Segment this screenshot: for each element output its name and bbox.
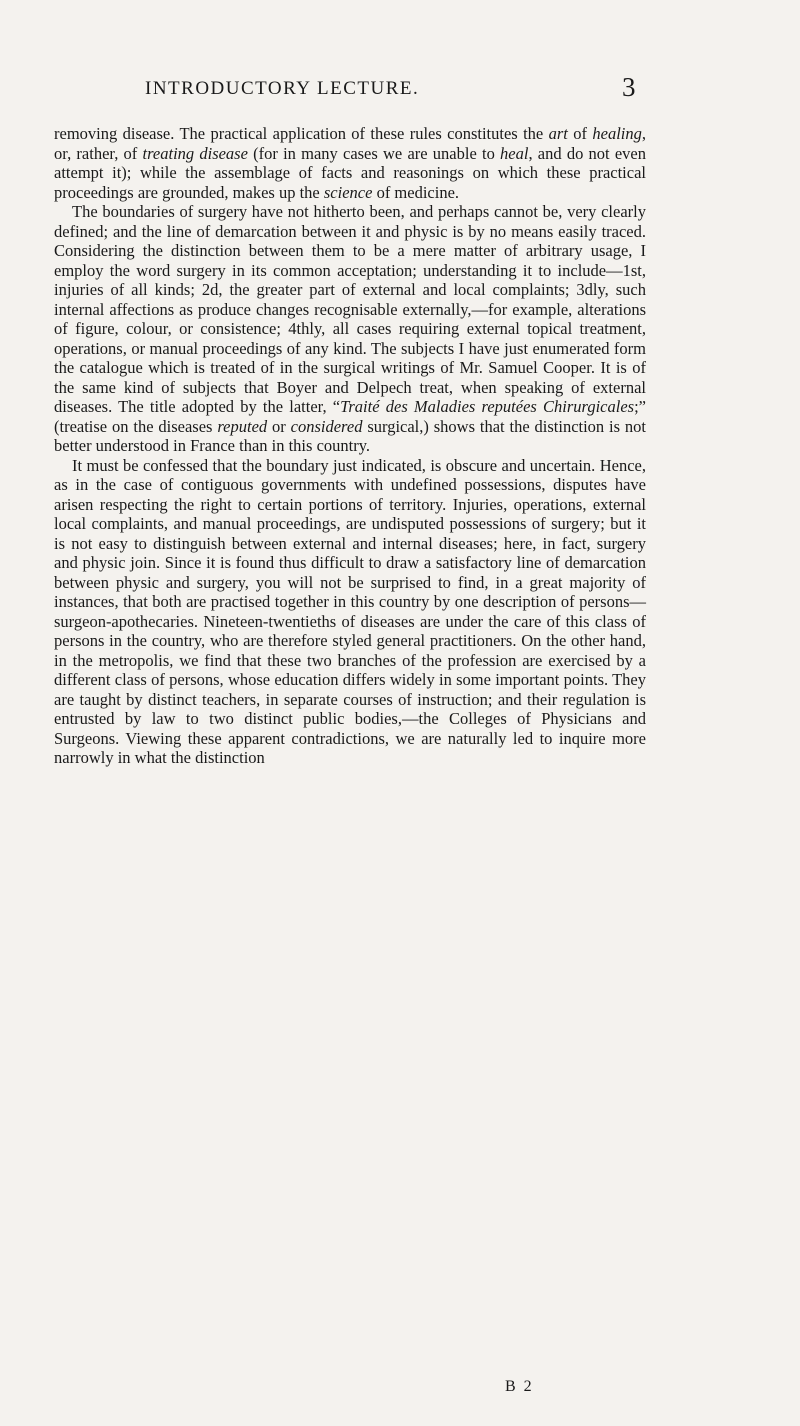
running-title: INTRODUCTORY LECTURE. [145, 78, 420, 99]
italic-run: reputed [217, 416, 268, 436]
italic-run: considered [290, 416, 363, 436]
page-number: 3 [622, 72, 636, 102]
text-run: The boundaries of surgery have not hitherto been, and perhaps cannot be, very clearly defined; and the line of demarcation between it and physic is by no means easily traced. Considering the distinction between them to be a mere matter of arbitrary usage, I employ the word surgery in its common acceptation; understanding it to include—1st, injuries of all kinds; 2d, the greater part of external and local complaints; 3dly, such internal affections as produce changes recognisable externally,—for example, alterations of figure, colour, or consistence; 4thly, all cases requiring external topical treatment, operations, or manual proceedings of any kind. The subjects I have just enumerated form the catalogue which is treated of in the surgical writings of Mr. Samuel Cooper. It is of the same kind of subjects that Boyer and Delpech treat, when speaking of external diseases. The title adopted by the latter, “ [54, 202, 646, 416]
text-run: , or, rather, of [54, 124, 646, 163]
running-head [0, 72, 800, 112]
italic-run: Traité des Maladies reputées Chirurgicales [340, 397, 635, 416]
text-run: It must be confessed that the boundary just indicated, is obscure and uncertain. Hence, as in the case of contiguous governments with undefined possessions, disputes have arisen respecting the right to certain portions of territory. Injuries, operations, external local complaints, and manual proceedings, are undisputed possessions of surgery; but it is not easy to distinguish between external and internal diseases; here, in fact, surgery and physic join. Since it is found thus difficult to draw a satisfactory line of demarcation between physic and surgery, you will not be surprised to find, in a great majority of instances, that both are practised together in this country by one description of persons—surgeon-apothecaries. Nineteen-twentieths of diseases are under the care of this class of persons in the country, who are therefore styled general practitioners. On the other hand, in the metropolis, we find that these two branches of the profession are exercised by a different class of persons, whose education differs widely in some important points. They are taught by distinct teachers, in separate courses of instruction; and their regulation is entrusted by law to two distinct public bodies,—the Colleges of Physicians and Surgeons. Viewing these apparent contradictions, we are naturally led to inquire more narrowly in what the distinction [54, 455, 646, 767]
paragraph [54, 456, 646, 768]
text-run: (for in many cases we are unable to [247, 143, 501, 163]
text-run: , and do not even attempt it); while the assemblage of facts and reasonings on which these practical proceedings are grounded, makes up the [54, 143, 646, 202]
text-run: or [267, 416, 291, 436]
body-text [54, 124, 646, 768]
paragraph [54, 202, 646, 456]
italic-run: art [548, 124, 568, 143]
text-run: removing disease. The practical application of these rules constitutes the [54, 124, 549, 143]
signature-mark: B 2 [505, 1378, 534, 1395]
text-run: ;” (treatise on the diseases [54, 397, 646, 436]
italic-run: science [323, 182, 373, 202]
text-run: surgical,) shows that the distinction is not better understood in France than in this country. [54, 416, 647, 455]
text-run: of [567, 124, 593, 143]
text-run: of medicine. [372, 182, 460, 202]
italic-run: healing [592, 124, 642, 143]
italic-run: treating disease [142, 143, 248, 163]
paragraph [54, 124, 646, 202]
italic-run: heal [500, 143, 529, 163]
